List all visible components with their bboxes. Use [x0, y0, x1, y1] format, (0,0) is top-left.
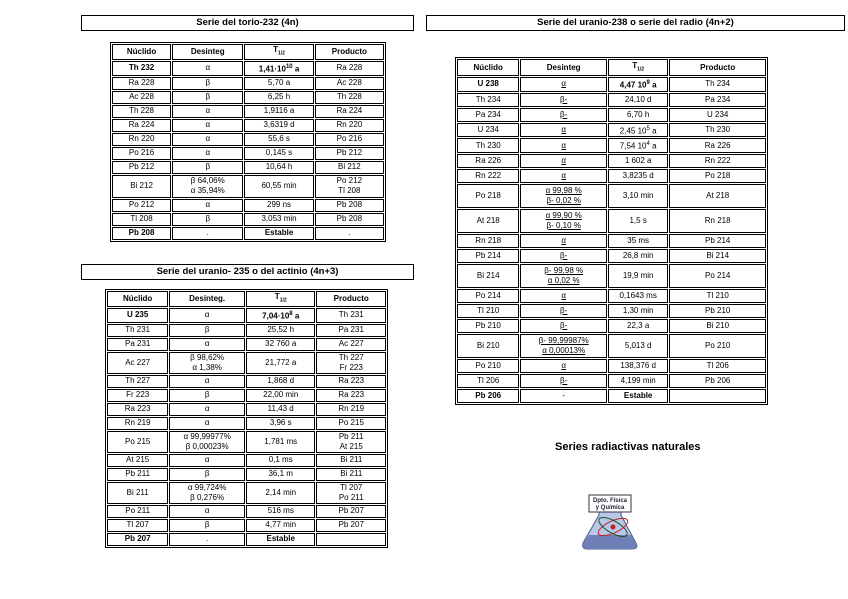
- half-life-cell: $7,04\cdot 10^8$ a: [246, 308, 316, 323]
- nuclide-cell: Ac 227: [107, 352, 168, 374]
- column-header: Núclido: [112, 44, 171, 60]
- nuclide-cell: Pb 214: [457, 249, 519, 263]
- table-row: [107, 324, 386, 337]
- half-life-cell: 3,96 s: [246, 417, 316, 430]
- column-header: Núclido: [457, 59, 519, 76]
- decay-cell: α: [169, 375, 245, 388]
- decay-cell: β: [169, 324, 245, 337]
- product-cell: Rn 220: [315, 119, 384, 132]
- decay-cell: α: [169, 417, 245, 430]
- half-life-cell: 21,772 a: [246, 352, 316, 374]
- table-row: [107, 519, 386, 532]
- nuclide-cell: U 235: [107, 308, 168, 323]
- half-life-cell: 1,30 min: [608, 304, 668, 318]
- column-header: Desinteg: [172, 44, 243, 60]
- decay-cell: β: [169, 519, 245, 532]
- half-life-cell: 55,6 s: [244, 133, 313, 146]
- table-row: [107, 533, 386, 546]
- half-life-cell: 25,52 h: [246, 324, 316, 337]
- decay-cell: β-: [520, 374, 607, 388]
- half-life-cell: Estable: [608, 389, 668, 403]
- half-life-cell: 3,053 min: [244, 213, 313, 226]
- table-row: [107, 389, 386, 402]
- product-cell: Ac 228: [315, 77, 384, 90]
- product-cell: Bi 211: [316, 468, 386, 481]
- table-row: [107, 431, 386, 453]
- half-life-cell: 3,10 min: [608, 184, 668, 208]
- half-life-cell: 0,1643 ms: [608, 289, 668, 303]
- decay-cell: α: [169, 338, 245, 351]
- product-cell: Bi 214: [669, 249, 766, 263]
- product-cell: Bi 212: [315, 161, 384, 174]
- half-life-cell: 4,199 min: [608, 374, 668, 388]
- half-life-cell: 1,5 s: [608, 209, 668, 233]
- nuclide-cell: Ra 228: [112, 77, 171, 90]
- decay-cell: α: [520, 77, 607, 92]
- decay-cell: α: [520, 359, 607, 373]
- half-life-cell: 1,868 d: [246, 375, 316, 388]
- table-row: [112, 91, 384, 104]
- decay-cell: α: [169, 454, 245, 467]
- product-cell: Pb 214: [669, 234, 766, 248]
- nuclide-cell: Rn 218: [457, 234, 519, 248]
- table-row: [107, 417, 386, 430]
- half-life-cell: 2,14 min: [246, 482, 316, 504]
- actinium-series-table: [105, 289, 388, 548]
- product-cell: Rn 222: [669, 154, 766, 168]
- nuclide-cell: Th 227: [107, 375, 168, 388]
- table-row: [112, 61, 384, 76]
- nuclide-cell: At 215: [107, 454, 168, 467]
- decay-cell: α 99,98 % β- 0,02 %: [520, 184, 607, 208]
- half-life-cell: 3,8235 d: [608, 169, 668, 183]
- decay-cell: β: [169, 389, 245, 402]
- column-header: Desinteg: [520, 59, 607, 76]
- nuclide-cell: Tl 206: [457, 374, 519, 388]
- decay-cell: β: [172, 161, 243, 174]
- nuclide-cell: Bi 212: [112, 175, 171, 198]
- product-cell: Pb 208: [315, 213, 384, 226]
- nuclide-cell: Th 234: [457, 93, 519, 107]
- table-row: [457, 249, 766, 263]
- table-row: [107, 403, 386, 416]
- table-row: [457, 123, 766, 138]
- table-row: [107, 482, 386, 504]
- product-cell: Tl 210: [669, 289, 766, 303]
- table-row: [457, 374, 766, 388]
- nuclide-cell: U 238: [457, 77, 519, 92]
- header-row: [457, 59, 766, 76]
- product-cell: .: [315, 227, 384, 240]
- product-cell: Rn 219: [316, 403, 386, 416]
- decay-cell: α: [172, 199, 243, 212]
- nuclide-cell: Th 228: [112, 105, 171, 118]
- table-row: [457, 304, 766, 318]
- product-cell: Po 212 Tl 208: [315, 175, 384, 198]
- table-row: [457, 234, 766, 248]
- table-row: [107, 468, 386, 481]
- decay-cell: β-: [520, 304, 607, 318]
- nuclide-cell: Po 210: [457, 359, 519, 373]
- svg-text:Dpto. Física: Dpto. Física: [592, 498, 628, 504]
- dept-logo: [577, 491, 643, 551]
- nuclide-cell: Pb 210: [457, 319, 519, 333]
- product-cell: Po 216: [315, 133, 384, 146]
- table-row: [112, 133, 384, 146]
- nuclide-cell: Po 218: [457, 184, 519, 208]
- half-life-cell: 10,64 h: [244, 161, 313, 174]
- nuclide-cell: Po 214: [457, 289, 519, 303]
- decay-cell: α: [172, 105, 243, 118]
- table-row: [107, 338, 386, 351]
- product-cell: Pb 207: [316, 519, 386, 532]
- half-life-cell: 4,77 min: [246, 519, 316, 532]
- product-cell: Rn 218: [669, 209, 766, 233]
- table-row: [112, 199, 384, 212]
- product-cell: Po 215: [316, 417, 386, 430]
- product-cell: U 234: [669, 108, 766, 122]
- product-cell: Bi 210: [669, 319, 766, 333]
- product-cell: Pb 210: [669, 304, 766, 318]
- product-cell: Pa 231: [316, 324, 386, 337]
- decay-cell: β-: [520, 108, 607, 122]
- half-life-cell: 0,1 ms: [246, 454, 316, 467]
- half-life-cell: 11,43 d: [246, 403, 316, 416]
- table-row: [457, 319, 766, 333]
- product-cell: Pb 206: [669, 374, 766, 388]
- product-cell: Tl 206: [669, 359, 766, 373]
- table-row: [457, 289, 766, 303]
- table-row: [112, 175, 384, 198]
- nuclide-cell: Pb 207: [107, 533, 168, 546]
- nuclide-cell: Pb 211: [107, 468, 168, 481]
- table-row: [107, 454, 386, 467]
- nuclide-cell: Th 230: [457, 138, 519, 153]
- table-row: [457, 209, 766, 233]
- half-life-cell: 60,55 min: [244, 175, 313, 198]
- decay-cell: α: [172, 119, 243, 132]
- decay-cell: α: [520, 138, 607, 153]
- product-cell: Pb 208: [315, 199, 384, 212]
- thorium-series-title: Serie del torio-232 (4n): [81, 15, 414, 31]
- product-cell: Ra 228: [315, 61, 384, 76]
- nuclide-cell: Po 212: [112, 199, 171, 212]
- table-row: [112, 213, 384, 226]
- actinium-series-title: Serie del uranio- 235 o del actinio (4n+3): [81, 264, 414, 280]
- table-row: [457, 334, 766, 358]
- decay-cell: α: [520, 123, 607, 138]
- nuclide-cell: Ra 223: [107, 403, 168, 416]
- half-life-cell: 35 ms: [608, 234, 668, 248]
- decay-cell: α: [520, 169, 607, 183]
- half-life-cell: 26,8 min: [608, 249, 668, 263]
- table-row: [107, 505, 386, 518]
- product-cell: Th 230: [669, 123, 766, 138]
- product-cell: Pa 234: [669, 93, 766, 107]
- nuclide-cell: Fr 223: [107, 389, 168, 402]
- decay-cell: α: [172, 147, 243, 160]
- product-cell: Th 228: [315, 91, 384, 104]
- column-header: $T_{1/2}$: [244, 44, 313, 60]
- half-life-cell: 6,70 h: [608, 108, 668, 122]
- product-cell: Ac 227: [316, 338, 386, 351]
- product-cell: Tl 207 Po 211: [316, 482, 386, 504]
- decay-cell: β- 99,98 % α 0,02 %: [520, 264, 607, 288]
- decay-cell: β 98,62% α 1,38%: [169, 352, 245, 374]
- decay-cell: β 64,06% α 35,94%: [172, 175, 243, 198]
- half-life-cell: 7,54 $10^4$ a: [608, 138, 668, 153]
- nuclide-cell: Tl 210: [457, 304, 519, 318]
- nuclide-cell: Rn 219: [107, 417, 168, 430]
- decay-cell: β- 99,99987% α 0,00013%: [520, 334, 607, 358]
- column-header: Desinteg.: [169, 291, 245, 307]
- nuclide-cell: Ra 224: [112, 119, 171, 132]
- decay-cell: β: [172, 77, 243, 90]
- table-row: [457, 389, 766, 403]
- product-cell: Ra 223: [316, 389, 386, 402]
- half-life-cell: 3,6319 d: [244, 119, 313, 132]
- decay-cell: α: [172, 133, 243, 146]
- page-caption: Series radiactivas naturales: [555, 441, 701, 453]
- decay-cell: α: [169, 505, 245, 518]
- thorium-series-table: [110, 42, 386, 242]
- column-header: Producto: [669, 59, 766, 76]
- table-row: [457, 264, 766, 288]
- half-life-cell: $1,41\cdot 10^{10}$ a: [244, 61, 313, 76]
- nuclide-cell: At 218: [457, 209, 519, 233]
- decay-cell: α: [520, 234, 607, 248]
- product-cell: Po 210: [669, 334, 766, 358]
- decay-cell: α: [172, 61, 243, 76]
- half-life-cell: 2,45 $10^5$ a: [608, 123, 668, 138]
- nuclide-cell: Bi 210: [457, 334, 519, 358]
- product-cell: Po 214: [669, 264, 766, 288]
- product-cell: Pb 212: [315, 147, 384, 160]
- nuclide-cell: Pa 231: [107, 338, 168, 351]
- nuclide-cell: Po 216: [112, 147, 171, 160]
- table-row: [457, 93, 766, 107]
- half-life-cell: 138,376 d: [608, 359, 668, 373]
- nuclide-cell: U 234: [457, 123, 519, 138]
- decay-cell: α: [520, 154, 607, 168]
- decay-cell: α 99,90 % β- 0,10 %: [520, 209, 607, 233]
- half-life-cell: 32 760 a: [246, 338, 316, 351]
- nuclide-cell: Th 231: [107, 324, 168, 337]
- half-life-cell: 5,013 d: [608, 334, 668, 358]
- product-cell: Pb 207: [316, 505, 386, 518]
- nuclide-cell: Rn 220: [112, 133, 171, 146]
- half-life-cell: 299 ns: [244, 199, 313, 212]
- column-header: Núclido: [107, 291, 168, 307]
- half-life-cell: 22,3 a: [608, 319, 668, 333]
- nuclide-cell: Pb 206: [457, 389, 519, 403]
- half-life-cell: 36,1 m: [246, 468, 316, 481]
- product-cell: [669, 389, 766, 403]
- half-life-cell: 0,145 s: [244, 147, 313, 160]
- half-life-cell: 1,9116 a: [244, 105, 313, 118]
- decay-cell: β-: [520, 319, 607, 333]
- nuclide-cell: Ac 228: [112, 91, 171, 104]
- nuclide-cell: Po 215: [107, 431, 168, 453]
- product-cell: Ra 223: [316, 375, 386, 388]
- table-row: [112, 161, 384, 174]
- half-life-cell: 4,47 $10^9$ a: [608, 77, 668, 92]
- table-row: [112, 119, 384, 132]
- product-cell: Th 227 Fr 223: [316, 352, 386, 374]
- decay-cell: α: [520, 289, 607, 303]
- product-cell: [316, 533, 386, 546]
- table-row: [457, 154, 766, 168]
- decay-cell: α 99,724% β 0,276%: [169, 482, 245, 504]
- product-cell: Ra 224: [315, 105, 384, 118]
- product-cell: Ra 226: [669, 138, 766, 153]
- svg-text:y Química: y Química: [595, 505, 625, 511]
- column-header: $T_{1/2}$: [608, 59, 668, 76]
- table-row: [457, 77, 766, 92]
- half-life-cell: 6,25 h: [244, 91, 313, 104]
- decay-cell: α: [169, 308, 245, 323]
- half-life-cell: 1,781 ms: [246, 431, 316, 453]
- product-cell: Th 231: [316, 308, 386, 323]
- header-row: [112, 44, 384, 60]
- decay-cell: α: [169, 403, 245, 416]
- table-row: [112, 77, 384, 90]
- half-life-cell: 5,70 a: [244, 77, 313, 90]
- half-life-cell: 516 ms: [246, 505, 316, 518]
- product-cell: Po 218: [669, 169, 766, 183]
- decay-cell: β-: [520, 93, 607, 107]
- table-row: [457, 359, 766, 373]
- flask-atom-logo-icon: [577, 491, 643, 551]
- nuclide-cell: Tl 207: [107, 519, 168, 532]
- table-row: [107, 375, 386, 388]
- half-life-cell: Estable: [244, 227, 313, 240]
- table-row: [457, 169, 766, 183]
- product-cell: Th 234: [669, 77, 766, 92]
- nuclide-cell: Pb 208: [112, 227, 171, 240]
- table-row: [107, 352, 386, 374]
- decay-cell: α 99,99977% β 0,00023%: [169, 431, 245, 453]
- half-life-cell: 22,00 min: [246, 389, 316, 402]
- nuclide-cell: Po 211: [107, 505, 168, 518]
- column-header: Producto: [316, 291, 386, 307]
- nuclide-cell: Pa 234: [457, 108, 519, 122]
- uranium-series-title: Serie del uranio-238 o serie del radio (4n+2): [426, 15, 845, 31]
- decay-cell: -: [520, 389, 607, 403]
- header-row: [107, 291, 386, 307]
- decay-cell: β: [169, 468, 245, 481]
- table-row: [457, 108, 766, 122]
- table-row: [107, 308, 386, 323]
- table-row: [112, 227, 384, 240]
- column-header: $T_{1/2}$: [246, 291, 316, 307]
- nuclide-cell: Bi 211: [107, 482, 168, 504]
- table-row: [457, 184, 766, 208]
- product-cell: Pb 211 At 215: [316, 431, 386, 453]
- column-header: Producto: [315, 44, 384, 60]
- nuclide-cell: Rn 222: [457, 169, 519, 183]
- decay-cell: .: [169, 533, 245, 546]
- nuclide-cell: Bi 214: [457, 264, 519, 288]
- decay-cell: β-: [520, 249, 607, 263]
- decay-cell: .: [172, 227, 243, 240]
- half-life-cell: Estable: [246, 533, 316, 546]
- table-row: [112, 147, 384, 160]
- nuclide-cell: Pb 212: [112, 161, 171, 174]
- decay-cell: β: [172, 91, 243, 104]
- product-cell: At 218: [669, 184, 766, 208]
- half-life-cell: 19,9 min: [608, 264, 668, 288]
- nuclide-cell: Tl 208: [112, 213, 171, 226]
- nuclide-cell: Ra 226: [457, 154, 519, 168]
- decay-cell: β: [172, 213, 243, 226]
- product-cell: Bi 211: [316, 454, 386, 467]
- nuclide-cell: Th 232: [112, 61, 171, 76]
- half-life-cell: 1 602 a: [608, 154, 668, 168]
- table-row: [112, 105, 384, 118]
- half-life-cell: 24,10 d: [608, 93, 668, 107]
- uranium-series-table: [455, 57, 768, 405]
- table-row: [457, 138, 766, 153]
